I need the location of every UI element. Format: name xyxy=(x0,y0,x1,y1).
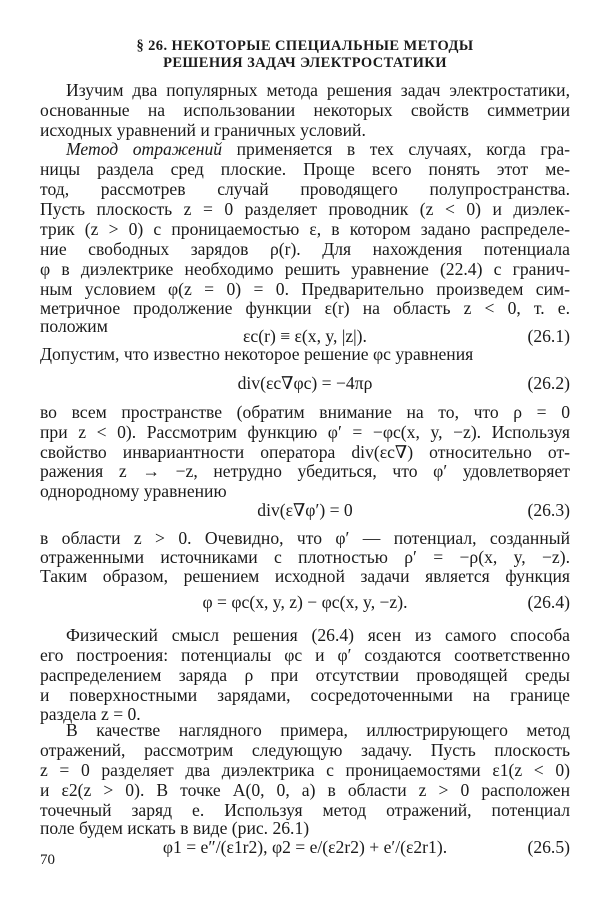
equation-formula: φ = φc(x, y, z) − φc(x, y, −z). xyxy=(202,592,408,612)
text-line: В качестве наглядного примера, иллюстрирующего метод xyxy=(66,720,570,740)
equation-number: (26.3) xyxy=(527,500,570,520)
text-line: положим xyxy=(40,316,108,336)
text-line: распределением заряда ρ при отсутствии проводящей среды xyxy=(40,665,570,685)
text-line: Пусть плоскость z = 0 разделяет проводник (z < 0) и диэлек- xyxy=(40,199,570,219)
text-line: во всем пространстве (обратим внимание на то, что ρ = 0 xyxy=(40,402,570,422)
equation-number: (26.1) xyxy=(527,326,570,346)
equation-formula: εc(r) ≡ ε(x, y, |z|). xyxy=(243,326,367,346)
text-line: основанные на использовании некоторых свойств симметрии xyxy=(40,100,570,120)
text-line: отраженными источниками с плотностью ρ′ = −ρ(x, y, −z). xyxy=(40,547,570,567)
text-line: трик (z > 0) с проницаемостью ε, в котором задано распределе- xyxy=(40,219,570,239)
page-number: 70 xyxy=(40,852,55,868)
text-line: однородному уравнению xyxy=(40,481,227,501)
text-line: в области z > 0. Очевидно, что φ′ — потенциал, созданный xyxy=(40,528,570,548)
equation-number: (26.5) xyxy=(527,837,570,857)
text-line: ницы раздела сред плоские. Проще всего понять этот ме- xyxy=(40,159,570,179)
equation-number: (26.4) xyxy=(527,592,570,612)
text-line: и ε2(z > 0). В точке A(0, 0, a) в области z > 0 расположен xyxy=(40,780,570,800)
equation-number: (26.2) xyxy=(527,373,570,393)
text-line: его построения: потенциалы φc и φ′ создаются соответственно xyxy=(40,645,570,665)
text-line: отражений, рассмотрим следующую задачу. Пусть плоскость xyxy=(40,740,570,760)
text-line: ние свободных зарядов ρ(r). Для нахождения потенциала xyxy=(40,239,570,259)
section-heading-line-2: РЕШЕНИЯ ЗАДАЧ ЭЛЕКТРОСТАТИКИ xyxy=(163,55,447,71)
text-line: Допустим, что известно некоторое решение φc уравнения xyxy=(40,344,474,364)
italic-term: Метод отражений xyxy=(66,139,223,159)
text-line: Изучим два популярных метода решения задач электростатики, xyxy=(66,80,570,100)
equation-formula: φ1 = e″/(ε1r2), φ2 = e/(ε2r2) + e′/(ε2r1). xyxy=(162,837,448,857)
text-line: метричное продолжение функции ε(r) на область z < 0, т. е. xyxy=(40,298,570,318)
text-line: поле будем искать в виде (рис. 26.1) xyxy=(40,818,310,838)
text-line: при z < 0). Рассмотрим функцию φ′ = −φc(x, y, −z). Используя xyxy=(40,422,570,442)
text-line: ным условием φ(z = 0) = 0. Предварительно произведем сим- xyxy=(40,279,570,299)
equation-26-5 xyxy=(40,822,570,857)
text-line: Таким образом, решением исходной задачи является функция xyxy=(40,566,570,586)
equation-formula: div(εc∇φc) = −4πρ xyxy=(237,373,373,393)
text-line-method-of-images: Метод отражений применяется в тех случаях, когда гра- xyxy=(66,139,571,159)
text-line: исходных уравнений и граничных условий. xyxy=(40,120,366,140)
text-line: тод, рассмотрев случай проводящего полупространства. xyxy=(40,179,570,199)
section-heading-line-1: § 26. НЕКОТОРЫЕ СПЕЦИАЛЬНЫЕ МЕТОДЫ xyxy=(136,38,474,54)
equation-26-2 xyxy=(40,372,570,394)
equation-26-4 xyxy=(40,591,570,613)
text-line: ражения z → −z, нетрудно убедиться, что φ′ удовлетворяет xyxy=(40,461,570,481)
text-line: и поверхностными зарядами, сосредоточенными на границе xyxy=(40,685,570,705)
text-line: свойство инвариантности оператора div(εc∇) относительно от- xyxy=(40,442,570,462)
equation-formula: div(ε∇φ′) = 0 xyxy=(257,500,353,520)
text-line: точечный заряд e. Используя метод отражений, потенциал xyxy=(40,800,570,820)
text-line: z = 0 разделяет два диэлектрика с проницаемостями ε1(z < 0) xyxy=(40,760,570,780)
equation-26-1 xyxy=(40,313,570,346)
equation-26-3 xyxy=(40,499,570,521)
text-line: Физический смысл решения (26.4) ясен из самого способа xyxy=(66,625,570,645)
text-line: раздела z = 0. xyxy=(40,704,141,724)
text-line: φ в диэлектрике необходимо решить уравнение (22.4) с гранич- xyxy=(40,259,570,279)
